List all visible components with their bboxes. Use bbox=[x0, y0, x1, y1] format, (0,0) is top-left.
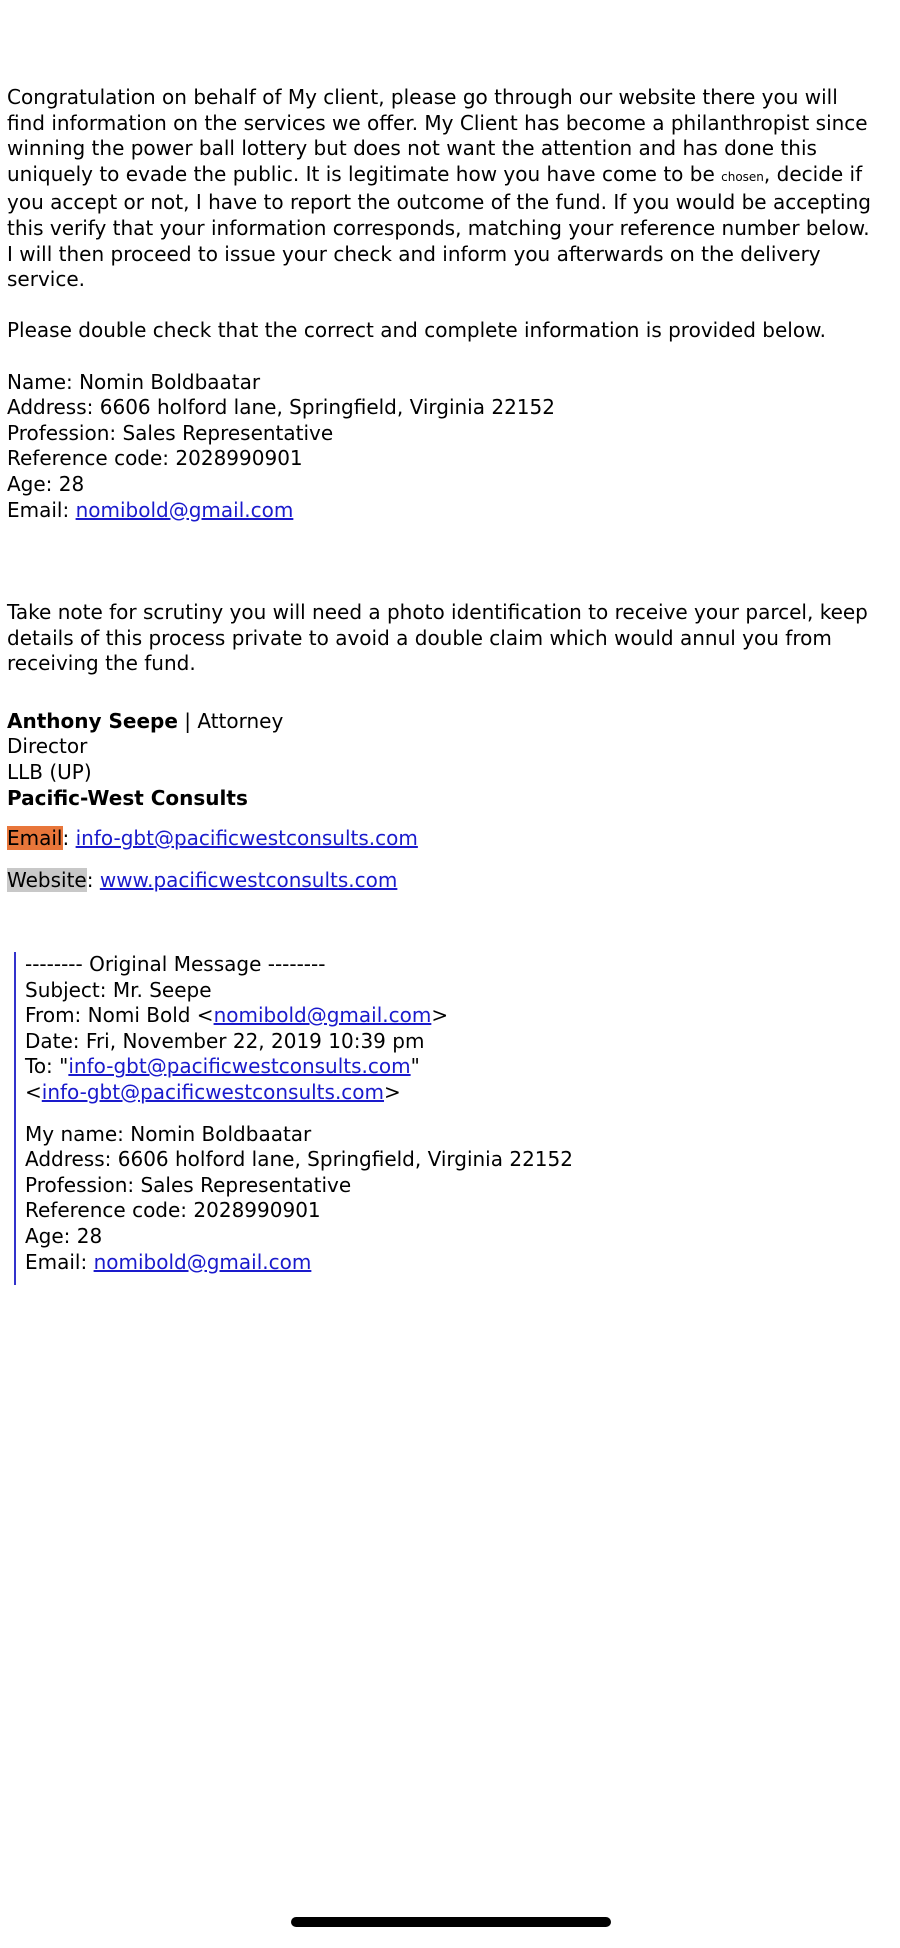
note-line: Take note for scrutiny you will need a photo identification to receive your parcel, keep bbox=[7, 600, 868, 625]
signature-email-link[interactable]: info-gbt@pacificwestconsults.com bbox=[75, 826, 418, 851]
info-address: Address: 6606 holford lane, Springfield, Virginia 22152 bbox=[7, 395, 555, 420]
signature-company bbox=[7, 786, 897, 812]
note-line: receiving the fund. bbox=[7, 651, 196, 676]
email-body bbox=[7, 85, 897, 893]
intro-line: Congratulation on behalf of My client, please go through our website there you will bbox=[7, 85, 838, 109]
original-to-email-link[interactable]: info-gbt@pacificwestconsults.com bbox=[68, 1054, 411, 1079]
intro-line-tail: , decide if bbox=[763, 161, 863, 186]
intro-line: winning the power ball lottery but does not want the attention and has done this bbox=[7, 136, 817, 161]
signature-name-row bbox=[7, 709, 897, 735]
note-paragraph bbox=[7, 600, 897, 677]
intro-line-text: uniquely to evade the public. It is legitimate how you have come to be bbox=[7, 161, 722, 186]
original-to-suffix: " bbox=[410, 1054, 420, 1079]
original-email-row bbox=[25, 1250, 895, 1276]
info-age: Age: 28 bbox=[7, 471, 85, 496]
original-email-link[interactable]: nomibold@gmail.com bbox=[93, 1249, 312, 1274]
info-email-label: Email: bbox=[7, 497, 76, 522]
original-header: -------- Original Message -------- bbox=[25, 952, 326, 976]
chosen-small-text: chosen bbox=[721, 169, 764, 184]
original-to bbox=[25, 1054, 895, 1080]
note-line: details of this process private to avoid a double claim which would annul you from bbox=[7, 625, 832, 650]
original-from-prefix: From: Nomi Bold < bbox=[25, 1003, 214, 1028]
original-to-continued bbox=[25, 1080, 895, 1106]
signature-degree: LLB (UP) bbox=[7, 760, 92, 785]
signature-email-sep: : bbox=[62, 826, 76, 851]
intro-line: I will then proceed to issue your check and inform you afterwards on the delivery bbox=[7, 241, 821, 266]
original-name: My name: Nomin Boldbaatar bbox=[25, 1121, 312, 1146]
signature-title: | Attorney bbox=[177, 708, 284, 733]
signature-block bbox=[7, 709, 897, 894]
original-from-email-link[interactable]: nomibold@gmail.com bbox=[213, 1003, 432, 1028]
original-message-quote bbox=[14, 952, 895, 1285]
signature-website-sep: : bbox=[86, 867, 100, 892]
info-reference: Reference code: 2028990901 bbox=[7, 446, 303, 471]
double-check-text: Please double check that the correct and complete information is provided below. bbox=[7, 318, 826, 343]
intro-line: this verify that your information corresponds, matching your reference number below. bbox=[7, 215, 870, 240]
intro-line: service. bbox=[7, 267, 85, 292]
signature-name: Anthony Seepe bbox=[7, 708, 178, 733]
intro-line: you accept or not, I have to report the outcome of the fund. If you would be accepting bbox=[7, 190, 871, 215]
info-email-row bbox=[7, 498, 897, 524]
signature-email-label: Email bbox=[7, 826, 63, 851]
original-subject: Subject: Mr. Seepe bbox=[25, 977, 212, 1002]
original-profession: Profession: Sales Representative bbox=[25, 1172, 352, 1197]
original-from-suffix: > bbox=[431, 1003, 449, 1028]
original-from bbox=[25, 1003, 895, 1029]
signature-website-label: Website bbox=[7, 867, 87, 892]
original-to2-email-link[interactable]: info-gbt@pacificwestconsults.com bbox=[41, 1079, 385, 1104]
original-date: Date: Fri, November 22, 2019 10:39 pm bbox=[25, 1028, 425, 1053]
original-to2-prefix: < bbox=[25, 1079, 42, 1104]
info-email-link[interactable]: nomibold@gmail.com bbox=[75, 497, 294, 522]
intro-line: find information on the services we offer. My Client has become a philanthropist since bbox=[7, 110, 868, 135]
home-indicator[interactable] bbox=[291, 1917, 611, 1927]
signature-website-row bbox=[7, 868, 897, 894]
intro-line bbox=[7, 162, 897, 191]
original-to-prefix: To: " bbox=[25, 1054, 69, 1079]
signature-website-link[interactable]: www.pacificwestconsults.com bbox=[99, 867, 398, 892]
original-email-label: Email: bbox=[25, 1249, 94, 1274]
signature-role: Director bbox=[7, 734, 88, 759]
info-profession: Profession: Sales Representative bbox=[7, 420, 334, 445]
intro-paragraph bbox=[7, 85, 897, 293]
original-age: Age: 28 bbox=[25, 1223, 103, 1248]
info-name: Name: Nomin Boldbaatar bbox=[7, 369, 261, 394]
signature-company-name: Pacific-West Consults bbox=[7, 785, 248, 810]
original-to2-suffix: > bbox=[384, 1079, 401, 1104]
signature-email-row bbox=[7, 826, 897, 852]
original-address: Address: 6606 holford lane, Springfield, Virginia 22152 bbox=[25, 1147, 573, 1172]
original-reference: Reference code: 2028990901 bbox=[25, 1198, 321, 1223]
info-block bbox=[7, 370, 897, 524]
